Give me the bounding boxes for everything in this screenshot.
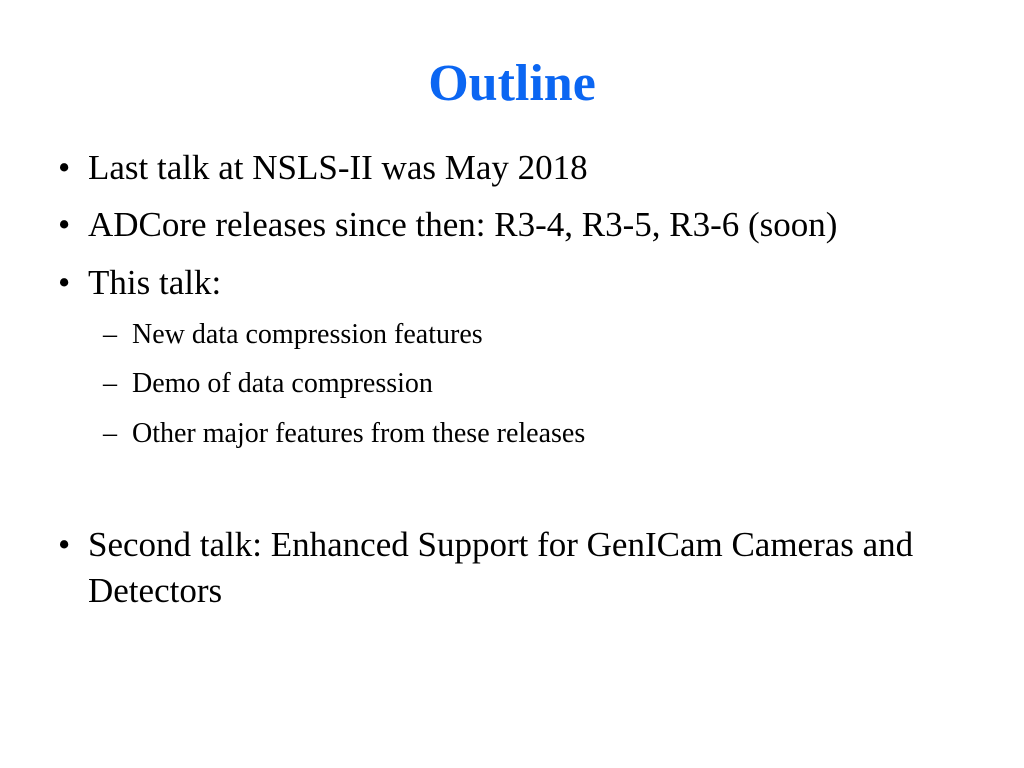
sub-bullet-marker: – <box>103 368 117 399</box>
slide-title: Outline <box>428 55 596 112</box>
sub-bullet-item <box>103 317 983 353</box>
bullet-marker: • <box>58 263 71 302</box>
bullet-text: Second talk: Enhanced Support for GenICam Cameras and Detectors <box>88 525 914 610</box>
sub-bullet-text: Demo of data compression <box>132 368 433 399</box>
bullet-text: This talk: <box>88 263 222 302</box>
bullet-item <box>58 522 988 614</box>
bullet-text: Last talk at NSLS-II was May 2018 <box>88 148 588 187</box>
sub-bullet-text: New data compression features <box>132 319 483 350</box>
bullet-marker: • <box>58 205 71 244</box>
sub-bullet-marker: – <box>103 319 117 350</box>
sub-bullet-text: Other major features from these releases <box>132 418 586 449</box>
sub-bullet-item <box>103 416 983 452</box>
sub-bullet-item <box>103 366 983 402</box>
bullet-text: ADCore releases since then: R3-4, R3-5, R3-6 (soon) <box>88 205 838 244</box>
bullet-item <box>58 202 988 248</box>
bullet-item <box>58 145 988 191</box>
sub-bullet-marker: – <box>103 418 117 449</box>
bullet-marker: • <box>58 148 71 187</box>
bullet-marker: • <box>58 525 71 564</box>
bullet-item <box>58 260 988 306</box>
